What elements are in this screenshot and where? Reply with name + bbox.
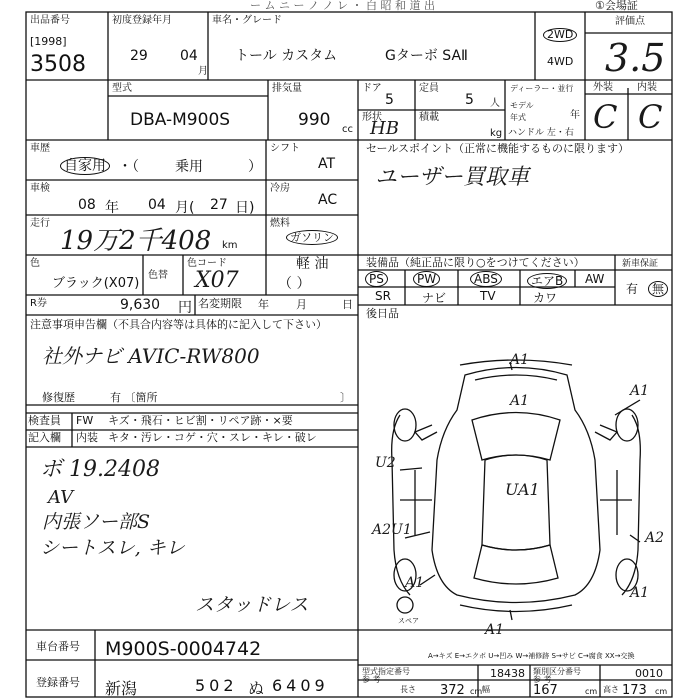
usage-passenger: 乗用 — [175, 159, 203, 175]
equipment-ps-text: PS — [365, 271, 388, 287]
dealer-year-unit: 年 — [570, 110, 580, 121]
model-value: DBA-M900S — [130, 110, 231, 130]
equipment-ps — [365, 272, 388, 286]
reg-year: 29 — [130, 48, 148, 64]
recycle-label: R券 — [30, 298, 47, 309]
equipment-label: 装備品（純正品に限り○をつけてください） — [366, 256, 585, 269]
inspector-label: 検査員 — [28, 414, 61, 427]
mileage-unit: km — [222, 240, 238, 251]
inspection-month-unit: 月( — [175, 200, 195, 216]
dealer-model-year: モデル年式 — [510, 101, 534, 122]
plate-label: 登録番号 — [36, 676, 80, 689]
header-top-right: ①会場証 — [595, 0, 638, 12]
new-car-label: 新車保証 — [622, 259, 659, 269]
registration-limit-month: 月 — [296, 298, 307, 311]
handwritten-line3: 内張ソー部S — [42, 511, 151, 533]
reg-label: 初度登録年月 — [112, 15, 172, 26]
class-number-ref: 参 考 — [533, 675, 552, 684]
score-ext-label: 外装 — [593, 82, 613, 93]
mark-front-top: A1 — [510, 352, 530, 368]
shift-label: シフト — [270, 143, 300, 154]
repair-value: 有 〔箇所 — [110, 391, 158, 404]
inspector-line2: キタ・汚レ・コゲ・穴・スレ・キレ・破レ — [108, 431, 317, 444]
doors-value: 5 — [385, 92, 394, 108]
spare-label: スペア — [398, 617, 419, 625]
color-change-label: 色替 — [148, 270, 168, 281]
new-car-no-text: 無 — [648, 281, 668, 297]
new-car-no — [648, 280, 668, 297]
mark-roof: UA1 — [505, 480, 540, 499]
shift-value: AT — [318, 156, 336, 172]
equipment-airbag — [527, 272, 567, 289]
car-grade: Gターボ SAⅡ — [385, 48, 468, 64]
equipment-pw-text: PW — [413, 271, 440, 287]
equipment-aw: AW — [585, 272, 605, 286]
color-code-label: 色コード — [187, 258, 227, 269]
reg-month-unit: 月 — [198, 66, 208, 77]
height-unit: cm — [655, 687, 668, 696]
capacity-value: 5 — [465, 92, 474, 108]
lot-number: 3508 — [30, 52, 86, 77]
length-value: 372 — [440, 683, 465, 698]
drive-4wd: 4WD — [547, 55, 574, 68]
equipment-leather: カワ — [533, 291, 558, 305]
plate-number: 6409 — [272, 676, 329, 695]
notes-value: 社外ナビ AVIC-RW800 — [42, 344, 260, 368]
usage-sep: ・（ — [118, 159, 139, 175]
usage-private-text: 自家用 — [60, 157, 110, 175]
repair-label: 修復歴 — [42, 391, 75, 404]
ac-label: 冷房 — [270, 183, 290, 194]
recycle-value: 9,630 — [120, 297, 161, 313]
chassis-value: M900S-0004742 — [105, 638, 262, 660]
doors-label: ドア — [362, 83, 382, 94]
shape-label: 形状 — [362, 112, 382, 123]
mark-right-quarter: A1 — [630, 585, 650, 601]
sales-label: セールスポイント（正常に機能するものに限ります） — [366, 142, 630, 155]
equipment-sr: SR — [375, 289, 391, 303]
mileage-label: 走行 — [30, 218, 50, 229]
mark-hood: A1 — [510, 393, 530, 409]
fuel-other: （ ） — [278, 276, 311, 292]
handwritten-line1: ボ 19.2408 — [40, 457, 160, 482]
inspector-line1: キズ・飛石・ヒビ割・リペア跡・×要 — [108, 414, 293, 427]
inspection-month: 04 — [148, 197, 166, 213]
plate-kana: ぬ — [248, 679, 265, 698]
inspection-day-unit: 日) — [235, 200, 255, 216]
inspection-year: 08 — [78, 197, 96, 213]
inspection-label: 車検 — [30, 183, 50, 194]
score-ext: C — [593, 98, 618, 136]
dealer-label: ディーラー・並行 — [510, 84, 574, 93]
mark-left-rear: A2U1 — [372, 522, 412, 538]
plate-region: 新潟 — [105, 679, 138, 698]
score-value: 3.5 — [605, 36, 666, 80]
mileage-value: 19万2千408 — [60, 226, 212, 256]
handle-label: ハンドル 左・右 — [508, 128, 574, 138]
repair-close: 〕 — [340, 391, 351, 404]
color-code: X07 — [195, 268, 239, 293]
height-value: 173 — [622, 683, 647, 698]
usage-close: ） — [248, 159, 262, 175]
displacement-unit: cc — [342, 124, 353, 135]
handwritten-line2: AV — [48, 487, 74, 508]
load-unit: kg — [490, 128, 503, 139]
displacement-value: 990 — [298, 110, 331, 130]
equipment-abs — [470, 272, 502, 286]
type-number-label: 型式指定番号 — [362, 667, 410, 676]
capacity-label: 定員 — [419, 83, 439, 94]
mark-left-front-door: U2 — [375, 455, 396, 471]
height-label: 高さ — [603, 685, 619, 694]
score-label: 評価点 — [615, 16, 645, 27]
handwritten-line5: スタッドレス — [195, 594, 309, 616]
length-unit: cm — [470, 687, 483, 696]
plate-class: 502 — [195, 676, 238, 695]
equipment-airbag-text: エアB — [527, 273, 567, 289]
fuel-gasoline — [286, 232, 338, 244]
mark-left-quarter: A1 — [405, 575, 425, 591]
recycle-unit: 円 — [178, 300, 192, 316]
type-number-value: 18438 — [490, 667, 525, 680]
fuel-label: 燃料 — [270, 218, 290, 229]
notes-label: 注意事項申告欄（不具合内容等は具体的に記入して下さい） — [30, 318, 327, 331]
ac-value: AC — [318, 192, 338, 208]
fuel-gasoline-text: ガソリン — [286, 230, 338, 245]
color-value: ブラック(X07) — [52, 276, 140, 291]
damage-legend: A→キズ E→エクボ U→凹み W→補修跡 S→サビ C→腐食 XX→交換 — [428, 652, 635, 660]
registration-limit-year: 年 — [258, 298, 269, 311]
capacity-unit: 人 — [490, 98, 500, 109]
handwritten-line4: シートスレ, キレ — [40, 537, 185, 559]
mark-right-front: A1 — [630, 383, 650, 399]
class-number-label: 類別区分番号 — [533, 667, 581, 676]
score-int-label: 内装 — [637, 82, 657, 93]
equipment-tv: TV — [480, 289, 496, 303]
type-number-ref: 参 考 — [362, 675, 381, 684]
new-car-yes: 有 — [626, 282, 639, 296]
color-label: 色 — [30, 258, 40, 269]
shape-value: HB — [370, 118, 399, 139]
model-label: 型式 — [112, 83, 132, 94]
registration-limit-label: 名変期限 — [198, 297, 242, 310]
registration-limit-day: 日 — [342, 298, 353, 311]
width-unit: cm — [585, 687, 598, 696]
car-label: 車名・グレード — [212, 15, 282, 26]
mark-rear: A1 — [485, 622, 505, 638]
length-label: 長さ — [400, 685, 416, 694]
class-number-value: 0010 — [635, 667, 663, 680]
rear-items-label: 後日品 — [366, 307, 399, 320]
lot-label: 出品番号 — [30, 15, 70, 26]
chassis-label: 車台番号 — [36, 640, 80, 653]
interior-label: 内装 — [76, 431, 98, 444]
score-int: C — [638, 98, 663, 136]
inspector-fw: FW — [76, 414, 94, 427]
width-value: 167 — [533, 683, 558, 698]
load-label: 積載 — [419, 112, 439, 123]
header-top-text: ー ム ニ ー ノ ノ レ ・ 白 昭 和 道 出 — [250, 0, 435, 12]
equipment-navi: ナビ — [422, 291, 447, 305]
drive-2wd: 2WD — [543, 28, 577, 42]
lot-code: [1998] — [30, 35, 67, 48]
inspection-day: 27 — [210, 197, 228, 213]
usage-private — [60, 155, 110, 175]
sales-value: ユーザー買取車 — [375, 165, 530, 190]
mark-right-rear: A2 — [645, 530, 665, 546]
displacement-label: 排気量 — [272, 83, 302, 94]
reg-month: 04 — [180, 48, 198, 64]
equipment-pw — [413, 272, 440, 286]
inspection-year-unit: 年 — [105, 200, 119, 216]
fuel-diesel: 軽 油 — [296, 256, 329, 272]
car-name: トール カスタム — [235, 48, 338, 64]
width-label: 幅 — [482, 685, 490, 694]
equipment-abs-text: ABS — [470, 271, 502, 287]
record-label: 記入欄 — [28, 431, 61, 444]
usage-label: 車歴 — [30, 143, 50, 154]
